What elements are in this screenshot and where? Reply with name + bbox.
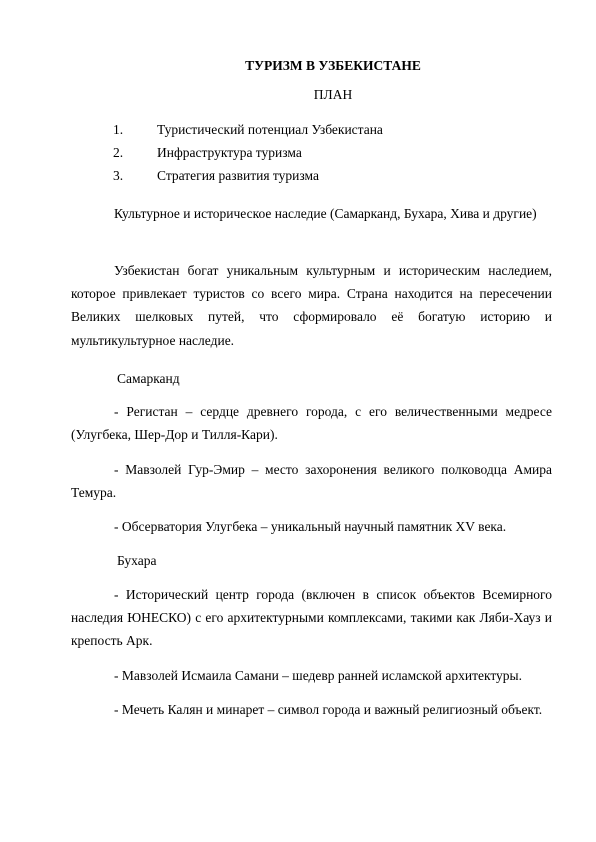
bullet-ulugbek-observatory: - Обсерватория Улугбека – уникальный научный памятник XV века. xyxy=(114,519,507,534)
plan-item-number: 1. xyxy=(113,122,124,137)
bullet-registan: - Регистан – сердце древнего города, с его величественными медресе (Улугбека, Шер-Дор и Тилля-Кари). xyxy=(71,404,552,443)
plan-item-text: Инфраструктура туризма xyxy=(157,145,302,160)
bullet-gur-emir: - Мавзолей Гур-Эмир – место захоронения великого полководца Амира Темура. xyxy=(71,462,552,501)
section-heading-cultural-heritage: Культурное и историческое наследие (Самарканд, Бухара, Хива и другие) xyxy=(114,206,537,221)
intro-paragraph: Узбекистан богат уникальным культурным и историческим наследием, которое привлекает туристов со всего мира. Страна находится на пересечении Великих шелковых путей, что сформировало её богатую историю и мультикультурное наследие. xyxy=(71,263,552,348)
plan-item xyxy=(113,164,383,187)
bullet-bukhara-center: - Исторический центр города (включен в список объектов Всемирного наследия ЮНЕСКО) с его архитектурными комплексами, такими как Ляби-Хауз и крепость Арк. xyxy=(71,587,552,649)
plan-item xyxy=(113,118,383,141)
bullet-samanid-mausoleum: - Мавзолей Исмаила Самани – шедевр ранней исламской архитектуры. xyxy=(114,668,523,683)
plan-item xyxy=(113,141,383,164)
city-heading-bukhara: Бухара xyxy=(117,553,157,568)
plan-item-number: 3. xyxy=(113,168,124,183)
document-title: ТУРИЗМ В УЗБЕКИСТАНЕ xyxy=(245,58,421,73)
city-heading-samarkand: Самарканд xyxy=(117,371,180,386)
plan-heading: ПЛАН xyxy=(313,87,353,102)
plan-list xyxy=(113,118,383,187)
plan-item-text: Стратегия развития туризма xyxy=(157,168,319,183)
plan-item-number: 2. xyxy=(113,145,124,160)
plan-item-text: Туристический потенциал Узбекистана xyxy=(157,122,383,137)
bullet-kalyan-mosque: - Мечеть Калян и минарет – символ города и важный религиозный объект. xyxy=(114,702,543,717)
